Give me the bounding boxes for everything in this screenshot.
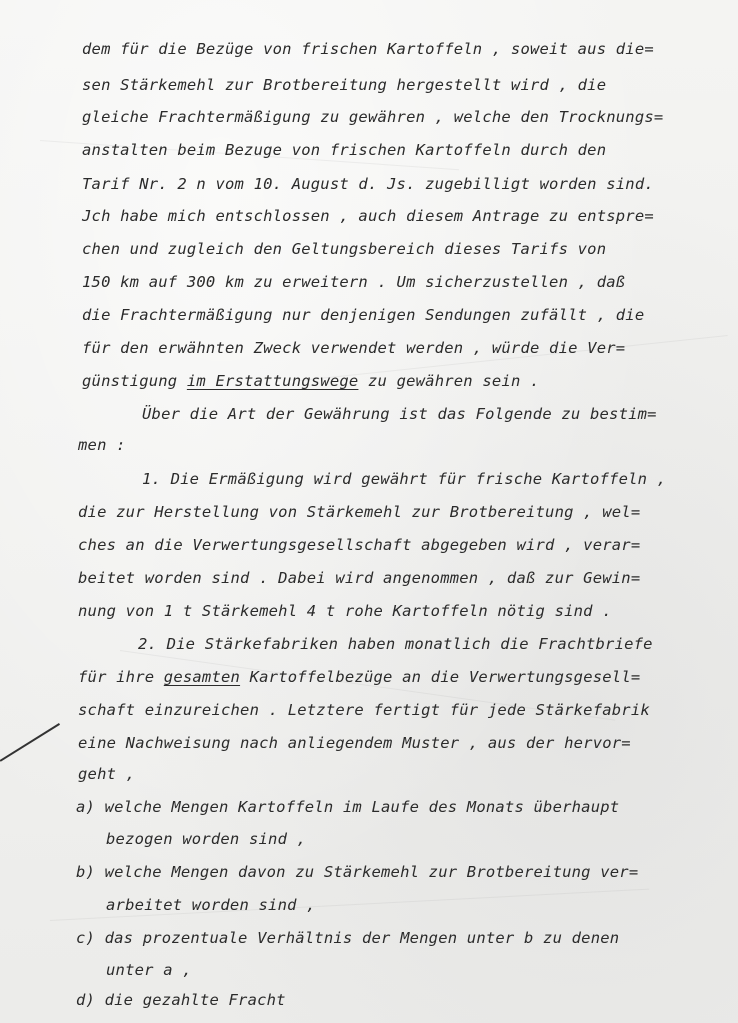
text-line: men : [78,436,126,454]
text-segment: für ihre [78,668,164,686]
text-line: die Frachtermäßigung nur denjenigen Sendungen zufällt , die [82,306,645,324]
text-line: nung von 1 t Stärkemehl 4 t rohe Kartoffeln nötig sind . [78,602,612,620]
text-line: anstalten beim Bezuge von frischen Kartoffeln durch den [82,141,607,159]
text-line: dem für die Bezüge von frischen Kartoffeln , soweit aus die= [82,40,654,58]
text-line [82,371,540,391]
text-segment: günstigung [82,372,187,390]
text-line: unter a , [106,961,192,979]
text-line: 1. Die Ermäßigung wird gewährt für frische Kartoffeln , [142,470,667,488]
text-line: sen Stärkemehl zur Brotbereitung hergestellt wird , die [82,76,607,94]
text-line: Über die Art der Gewährung ist das Folgende zu bestim= [142,405,657,423]
text-segment: zu gewähren sein . [358,372,540,390]
list-item-a: a) welche Mengen Kartoffeln im Laufe des Monats überhaupt [76,798,620,816]
underlined-text: gesamten [163,668,241,686]
text-line: beitet worden sind . Dabei wird angenommen , daß zur Gewin= [78,569,641,587]
text-line: Jch habe mich entschlossen , auch diesem Antrage zu entspre= [82,207,654,225]
text-line: eine Nachweisung nach anliegendem Muster , aus der hervor= [78,734,631,752]
text-line: für den erwähnten Zweck verwendet werden , würde die Ver= [82,339,626,357]
text-segment: Kartoffelbezüge an die Verwertungsgesell= [240,668,641,686]
text-line: chen und zugleich den Geltungsbereich dieses Tarifs von [82,240,607,258]
list-item-b: b) welche Mengen davon zu Stärkemehl zur Brotbereitung ver= [76,863,639,881]
text-line: bezogen worden sind , [106,830,307,848]
text-line: schaft einzureichen . Letztere fertigt für jede Stärkefabrik [78,701,650,719]
text-line: ches an die Verwertungsgesellschaft abgegeben wird , verar= [78,536,641,554]
text-line: die zur Herstellung von Stärkemehl zur Brotbereitung , wel= [78,503,641,521]
underlined-text: im Erstattungswege [186,372,359,390]
text-line: 150 km auf 300 km zu erweitern . Um sicherzustellen , daß [82,273,626,291]
text-line: Tarif Nr. 2 n vom 10. August d. Js. zugebilligt worden sind. [82,175,654,193]
text-line: gleiche Frachtermäßigung zu gewähren , welche den Trocknungs= [82,108,664,126]
text-line: arbeitet worden sind , [106,896,316,914]
text-line: geht , [78,765,136,783]
list-item-c: c) das prozentuale Verhältnis der Mengen unter b zu denen [76,929,620,947]
text-line [78,667,640,687]
margin-pencil-mark [0,723,60,761]
list-item-d: d) die gezahlte Fracht [76,991,286,1009]
text-line: 2. Die Stärkefabriken haben monatlich die Frachtbriefe [138,635,653,653]
